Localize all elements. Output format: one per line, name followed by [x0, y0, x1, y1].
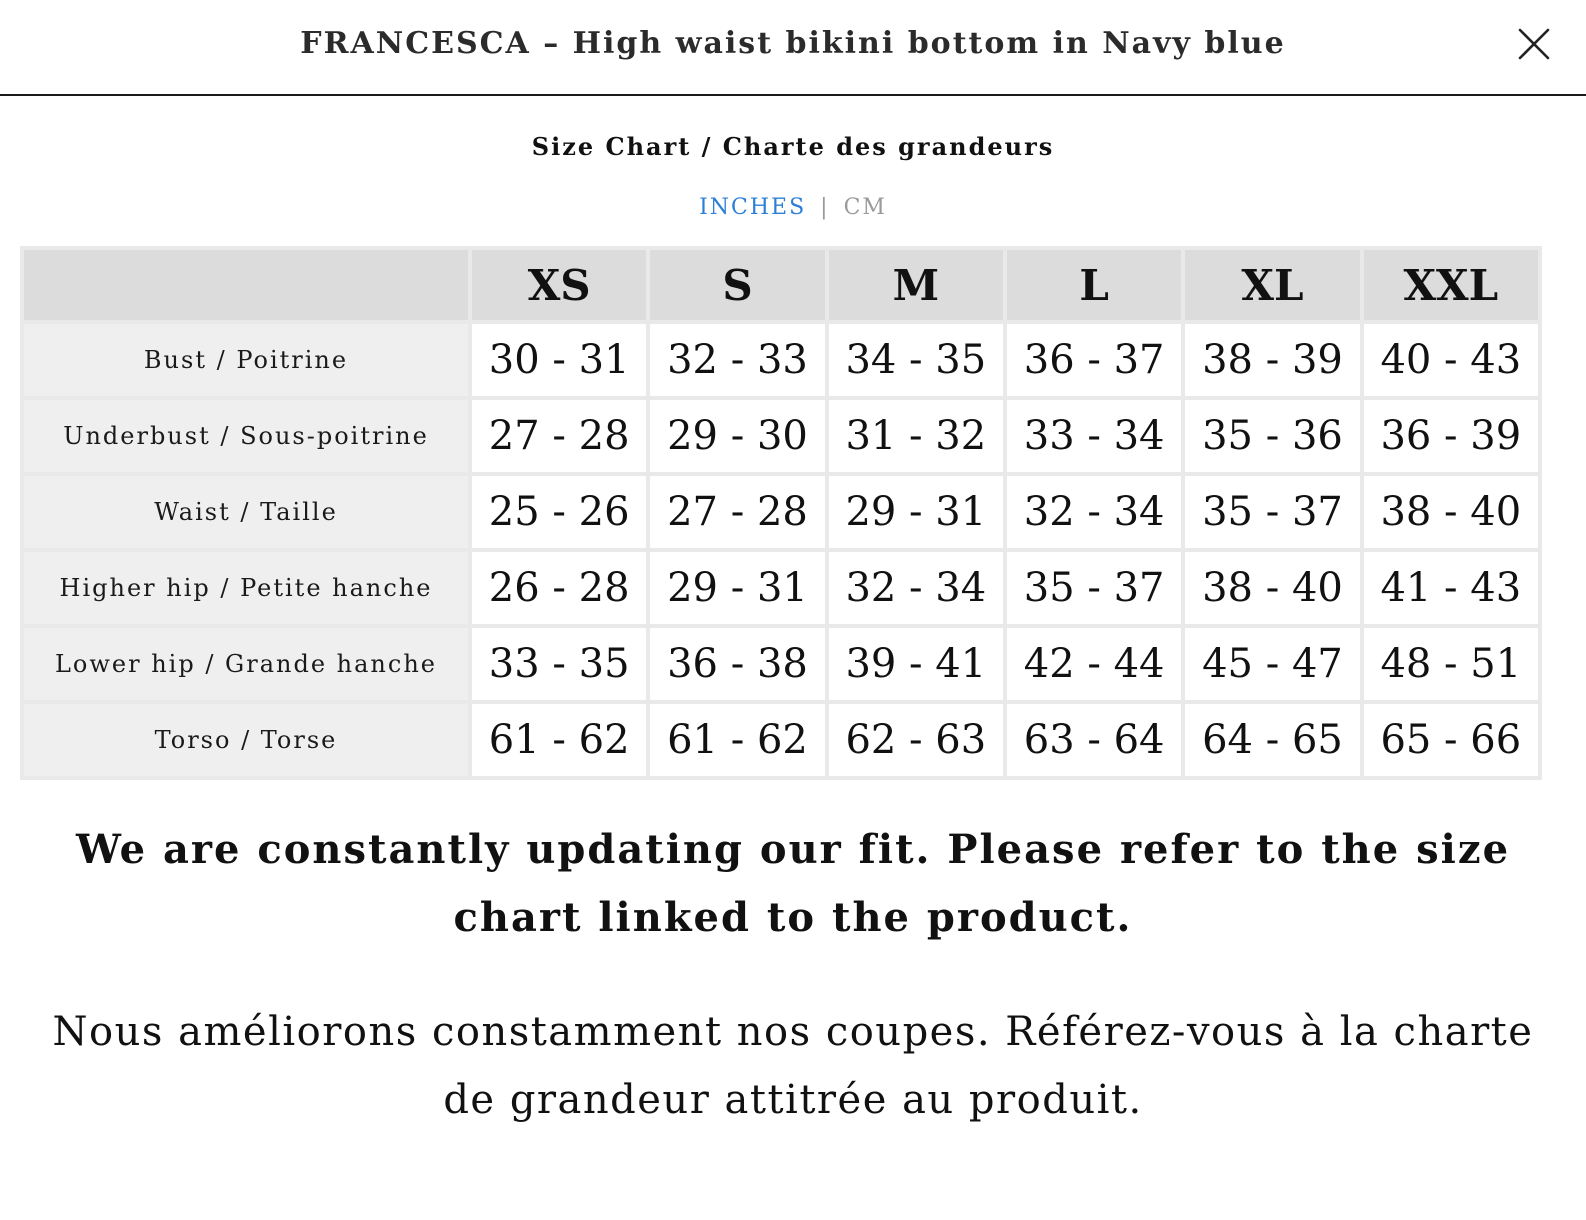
table-cell: 33 - 34 [1007, 400, 1181, 472]
table-corner-cell [24, 250, 468, 320]
table-cell: 45 - 47 [1185, 628, 1359, 700]
table-cell: 61 - 62 [472, 704, 646, 776]
table-cell: 32 - 33 [650, 324, 824, 396]
table-cell: 39 - 41 [829, 628, 1003, 700]
table-cell: 64 - 65 [1185, 704, 1359, 776]
unit-cm-tab[interactable]: CM [843, 195, 887, 220]
table-cell: 26 - 28 [472, 552, 646, 624]
table-cell: 42 - 44 [1007, 628, 1181, 700]
table-cell: 36 - 37 [1007, 324, 1181, 396]
table-cell: 35 - 37 [1185, 476, 1359, 548]
table-cell: 33 - 35 [472, 628, 646, 700]
size-chart-table [20, 246, 1542, 780]
table-cell: 31 - 32 [829, 400, 1003, 472]
table-cell: 34 - 35 [829, 324, 1003, 396]
table-cell: 29 - 31 [650, 552, 824, 624]
size-header-row [24, 250, 1538, 320]
fit-update-note-english: We are constantly updating our fit. Please refer to the size chart linked to the product. [75, 826, 1511, 941]
table-row [24, 628, 1538, 700]
table-cell: 40 - 43 [1364, 324, 1538, 396]
table-cell: 29 - 31 [829, 476, 1003, 548]
row-label-torso: Torso / Torse [24, 704, 468, 776]
size-header-xxl: XXL [1364, 250, 1538, 320]
table-cell: 61 - 62 [650, 704, 824, 776]
size-header-s: S [650, 250, 824, 320]
modal-header [0, 0, 1586, 96]
size-header-xs: XS [472, 250, 646, 320]
size-chart-title: Size Chart / Charte des grandeurs [531, 132, 1055, 161]
table-cell: 62 - 63 [829, 704, 1003, 776]
row-label-bust: Bust / Poitrine [24, 324, 468, 396]
table-cell: 48 - 51 [1364, 628, 1538, 700]
table-cell: 63 - 64 [1007, 704, 1181, 776]
table-cell: 27 - 28 [472, 400, 646, 472]
size-header-l: L [1007, 250, 1181, 320]
table-cell: 65 - 66 [1364, 704, 1538, 776]
table-row [24, 552, 1538, 624]
table-cell: 25 - 26 [472, 476, 646, 548]
row-label-waist: Waist / Taille [24, 476, 468, 548]
row-label-higher-hip: Higher hip / Petite hanche [24, 552, 468, 624]
row-label-lower-hip: Lower hip / Grande hanche [24, 628, 468, 700]
table-cell: 38 - 39 [1185, 324, 1359, 396]
unit-separator: | [820, 195, 830, 220]
table-cell: 32 - 34 [1007, 476, 1181, 548]
close-icon [1512, 22, 1556, 66]
table-cell: 27 - 28 [650, 476, 824, 548]
table-cell: 35 - 36 [1185, 400, 1359, 472]
table-cell: 38 - 40 [1185, 552, 1359, 624]
table-row [24, 324, 1538, 396]
product-title: FRANCESCA – High waist bikini bottom in Navy blue [300, 26, 1286, 61]
table-row [24, 476, 1538, 548]
table-cell: 38 - 40 [1364, 476, 1538, 548]
size-header-m: M [829, 250, 1003, 320]
table-cell: 41 - 43 [1364, 552, 1538, 624]
unit-inches-tab[interactable]: INCHES [699, 195, 807, 220]
row-label-underbust: Underbust / Sous-poitrine [24, 400, 468, 472]
table-row [24, 704, 1538, 776]
table-cell: 35 - 37 [1007, 552, 1181, 624]
fit-update-note-french: Nous améliorons constamment nos coupes. Référez-vous à la charte de grandeur attitrée au produit. [52, 1009, 1534, 1123]
table-row [24, 400, 1538, 472]
table-cell: 29 - 30 [650, 400, 824, 472]
unit-toggle [0, 192, 1586, 224]
table-cell: 36 - 39 [1364, 400, 1538, 472]
table-cell: 36 - 38 [650, 628, 824, 700]
size-header-xl: XL [1185, 250, 1359, 320]
table-cell: 30 - 31 [472, 324, 646, 396]
table-cell: 32 - 34 [829, 552, 1003, 624]
close-button[interactable] [1512, 22, 1556, 66]
